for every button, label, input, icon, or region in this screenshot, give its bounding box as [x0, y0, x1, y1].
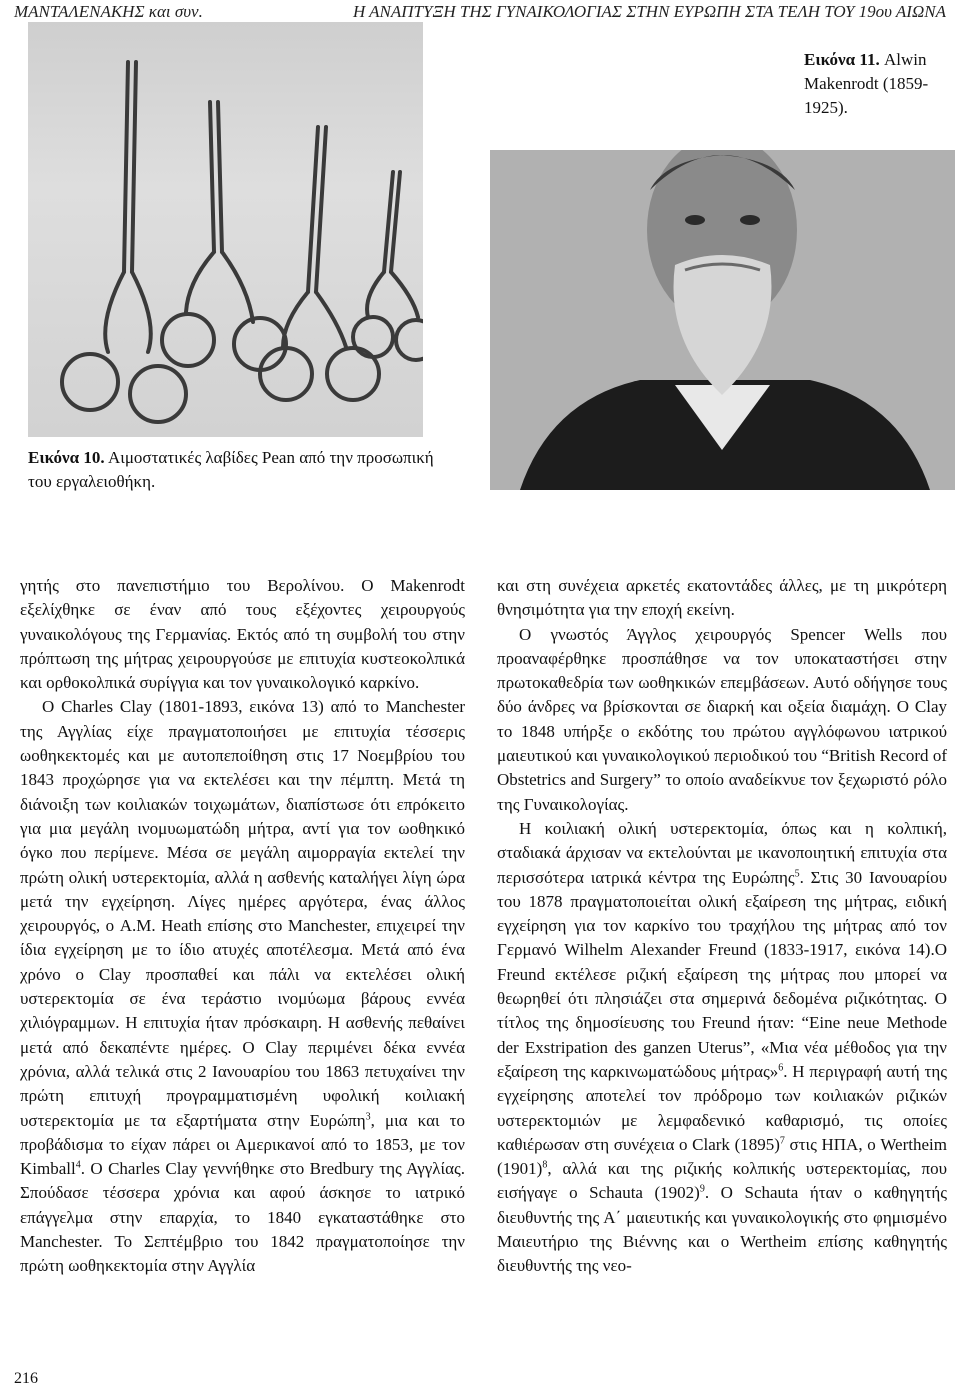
figure-10-forceps-photo	[28, 22, 423, 437]
figure-10-label: Εικόνα 10.	[28, 448, 105, 467]
right-paragraph-3	[497, 817, 947, 1279]
right-paragraph-2: Ο γνωστός Άγγλος χειρουργός Spencer Wells που προαναφέρθηκε προσπάθησε να τον υποκαταστήσει στην πρωτοκαθεδρία των ωοθηκικών επεμβάσεων. Αυτό οδήγησε τους δύο άνδρες να βρίσκονται σε διαρκή και οξεία διαμάχη. Ο Clay το 1848 υπήρξε ο εκδότης του πρώτου αγγλόφωνου ιατρικού μαιευτικού και γυναικολογικού περιοδικού του “British Record of Obstetrics and Surgery” το οποίο αναδείκνυε τον ξεχωριστό ρόλο της Γυναικολογίας.	[497, 624, 947, 814]
figure-10-caption-text: Αιμοστατικές λαβίδες Pean από την προσωπική του εργαλειοθήκη.	[28, 448, 434, 491]
reference-8: 8	[542, 1159, 548, 1171]
reference-3: 3	[365, 1110, 371, 1122]
figure-11-caption-text: Alwin Makenrodt (1859-1925).	[804, 50, 929, 117]
left-paragraph-2-part-c: . Ο Charles Clay γεννήθηκε στο Bredbury της Αγγλίας. Σπούδασε τέσσερα χρόνια και αφού άσκησε το ιατρικό επάγγελμα στην επαρχία, το 1840 εγκαταστάθηκε στο Manchester. Το Σεπτέμβριο του 1842 πραγματοποίησε την πρώτη ωοθηκεκτομία στην Αγγλία	[20, 1159, 465, 1276]
left-text-column	[20, 574, 465, 1279]
left-paragraph-2-part-a: Ο Charles Clay (1801-1893, εικόνα 13) από το Manchester της Αγγλίας είχε πραγματοποιήσει με επιτυχία τέσσερις ωοθηκεκτομές και με αυτοπεποίθηση στις 17 Νοεμβρίου του 1843 προχώρησε για να εκτελέσει και την πέμπτη. Μετά τη διάνοιξη των κοιλιακών τοιχωμάτων, διαπίστωσε ότι επρόκειτο για μια μεγάλη ινομυωματώδη μήτρα, αντί για τον ωοθηκικό όγκο που περίμενε. Μέσα σε μεγάλη αιμορραγία εκτελεί την πρώτη ολική υστερεκτομία, αλλά η ασθενής καταλήγει λίγη ώρα μετά την εγχείρηση. Λίγες ημέρες αργότερα, ένας άλλος χειρουργός, ο A.M. Heath επίσης στο Manchester, επιχειρεί την ίδια εγχείρηση με το ίδιο ατυχές αποτέλεσμα. Μετά από ένα χρόνο ο Clay προσπαθεί και πάλι να εκτελέσει ολική υστερεκτομία σε ένα τεράστιο ινομύωμα βάρους εννέα χιλιόγραμμων. Η επιτυχία ήταν πρόσκαιρη. Η ασθενής πεθαίνει μετά από δεκαπέντε ημέρες. Ο Clay περιμένει δέκα εννέα χρόνια, αλλά τελικά στις 2 Ιανουαρίου του 1863 πετυχαίνει την πρώτη επιτυχή προγραμματισμένη υφολική κοιλιακή υστερεκτομία με τα εξαρτήματα στην Ευρώπη	[20, 697, 465, 1130]
reference-4: 4	[75, 1159, 81, 1171]
header-authors: ΜΑΝΤΑΛΕΝΑΚΗΣ και συν.	[14, 2, 203, 21]
right-text-column	[497, 574, 947, 1279]
right-paragraph-3-part-c: . Η περιγραφή αυτή της εγχείρησης αποτελεί τον πρόδρομο των κοιλιακών ριζικών υστερεκτομιών με λεμφαδενικό καθαρισμό, τις οποίες καθιέρωσαν στη συνέχεια ο Clark (1895)	[497, 1061, 947, 1154]
left-paragraph-2-part-b: , μια και το προβάδισμα το είχαν πάρει οι Αμερικανοί από το 1853, με τον Kimball	[20, 1110, 465, 1179]
right-paragraph-3-part-b: . Στις 30 Ιανουαρίου του 1878 πραγματοποιείται ολική εξαίρεση της μήτρας, ειδική εγχείρηση για τον καρκίνο του τραχήλου της μήτρας από τον Γερμανό Wilhelm Alexander Freund (1833-1917, εικόνα 14).Ο Freund εκτέλεσε ριζική εξαίρεση της μήτρας που μπορεί να θεωρηθεί ότι πλησιάζει στα σημερινά δεδομένα ριζικότητας. Ο τίτλος της δημοσίευσης του Freund ήταν: “Eine neue Methode der Exstripation des ganzen Uterus”, «Μια νέα μέθοδος για την εξαίρεση της καρκινωματώδους μήτρας»	[497, 867, 948, 1081]
figure-11-caption	[804, 48, 954, 120]
header-title: Η ΑΝΑΠΤΥΞΗ ΤΗΣ ΓΥΝΑΙΚΟΛΟΓΙΑΣ ΣΤΗΝ ΕΥΡΩΠΗ ΣΤΑ ΤΕΛΗ ΤΟΥ 19ου ΑΙΩΝΑ	[352, 2, 946, 21]
figure-11-portrait-photo	[490, 150, 955, 490]
forceps-illustration	[28, 22, 423, 437]
page-number: 216	[14, 1370, 38, 1387]
figure-10-caption	[28, 446, 458, 494]
reference-6: 6	[778, 1062, 784, 1074]
left-paragraph-1: γητής στο πανεπιστήμιο του Βερολίνου. Ο Makenrodt εξελίχθηκε σε έναν από τους εξέχοντες χειρουργούς γυναικολόγους της Γερμανίας. Εκτός από τη συμβολή του στην πρόπτωση της μήτρας χειρουργούσε με επιτυχία κυστεοκολπικά και ορθοκολπικά συρίγγια και τον γυναικολογικό καρκίνο.	[20, 576, 465, 693]
right-paragraph-1: και στη συνέχεια αρκετές εκατοντάδες άλλες, με τη μικρότερη θνησιμότητα για την εποχή εκείνη.	[497, 576, 947, 620]
portrait-illustration	[490, 150, 955, 490]
left-paragraph-2	[20, 695, 465, 1278]
running-header	[14, 2, 946, 24]
reference-5: 5	[794, 867, 800, 879]
right-paragraph-3-part-e: , αλλά και της ριζικής κολπικής υστερεκτομίας, που εισήγαγε ο Schauta (1902)	[497, 1159, 947, 1203]
right-paragraph-3-part-d: στις ΗΠΑ, ο Wertheim (1901)	[497, 1134, 947, 1179]
right-paragraph-3-part-a: Η κοιλιακή ολική υστερεκτομία, όπως και η κολπική, σταδιακά άρχισαν να εκτελούνται με ικανοποιητική επιτυχία στα περισσότερα ιατρικά κέντρα της Ευρώπης	[497, 818, 947, 887]
figure-11-label: Εικόνα 11.	[804, 50, 880, 69]
right-paragraph-3-part-f: . Ο Schauta ήταν ο καθηγητής διευθυντής της Α΄ μαιευτικής και γυναικολογικής στο φημισμένο Μαιευτήριο της Βιέννης και ο Wertheim επίσης καθηγητής διευθυντής της νεο-	[497, 1183, 948, 1276]
reference-9: 9	[699, 1183, 705, 1195]
reference-7: 7	[779, 1135, 785, 1147]
